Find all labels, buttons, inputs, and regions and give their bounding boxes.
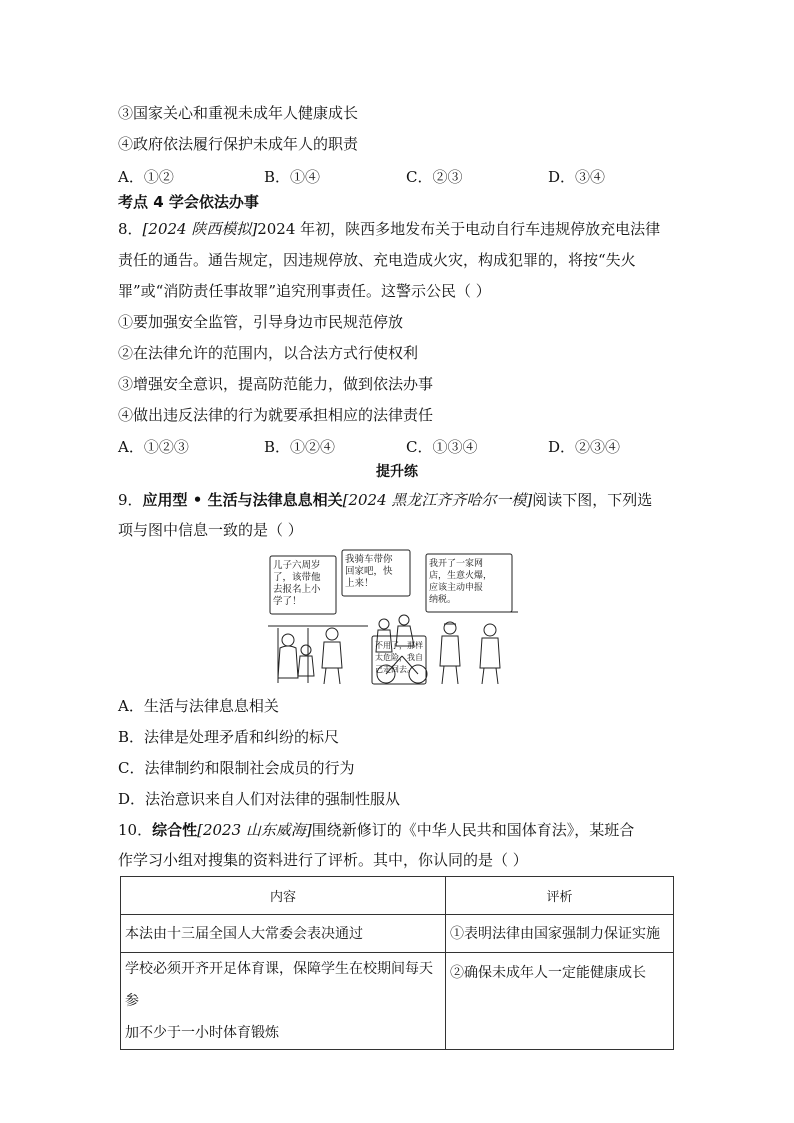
q9-option-c: C．法律制约和限制社会成员的行为 — [118, 759, 355, 777]
comic-bubble-2-line-3: 上来！ — [345, 578, 374, 589]
comic-bubble-1-line-3: 去报名上小 — [273, 584, 321, 595]
q8-stem-line-3: 罪”或“消防责任事故罪”追究刑事责任。这警示公民（ ） — [118, 282, 491, 300]
q8-item-2: ②在法律允许的范围内，以合法方式行使权利 — [118, 344, 419, 362]
q7-option-b: B．①④ — [264, 168, 321, 186]
table-header-analysis: 评析 — [446, 877, 674, 915]
q8-source: [2024 陕西模拟] — [142, 220, 258, 238]
q7-option-a: A．①② — [118, 168, 174, 186]
q8-number: 8． — [118, 220, 143, 238]
table-row — [121, 953, 674, 1050]
q10-tag: 综合性 — [152, 821, 198, 839]
q9-source: [2024 黑龙江齐齐哈尔一模] — [342, 491, 533, 509]
comic-bubble-4-line-2: 店，生意火爆， — [429, 571, 493, 581]
comic-bubble-4-line-1: 我开了一家网 — [429, 559, 484, 569]
q9-stem-line-1 — [118, 490, 652, 510]
q9-stem-line-2: 项与图中信息一致的是（ ） — [118, 521, 303, 539]
q10-stem-rest: 围绕新修订的《中华人民共和国体育法》，某班合 — [311, 821, 635, 839]
table-header-row — [121, 877, 674, 915]
q8-option-a: A．①②③ — [118, 438, 189, 456]
comic-bubble-3-line-3: 己走回去。 — [375, 665, 415, 674]
comic-bubble-1-line-1: 儿子六周岁 — [273, 560, 321, 571]
q8-item-1: ①要加强安全监管，引导身边市民规范停放 — [118, 313, 404, 331]
q8-option-b: B．①②④ — [264, 438, 336, 456]
table-cell-analysis: ②确保未成年人一定能健康成长 — [446, 953, 674, 1050]
table-cell-content — [121, 953, 446, 1050]
q8-option-d: D．②③④ — [548, 438, 621, 456]
q9-comic-illustration — [268, 548, 520, 688]
section-advanced-heading: 提升练 — [376, 464, 418, 480]
q10-table — [120, 876, 674, 1050]
q7-option-d: D．③④ — [548, 168, 606, 186]
q9-option-a: A．生活与法律息息相关 — [118, 697, 279, 715]
q10-stem-line-2: 作学习小组对搜集的资料进行了评析。其中，你认同的是（ ） — [118, 851, 528, 869]
q9-number: 9． — [118, 491, 143, 509]
q8-stem-line-1 — [118, 219, 660, 239]
comic-bubble-3-line-1: 不用了，那样 — [375, 641, 423, 650]
q8-item-4: ④做出违反法律的行为就要承担相应的法律责任 — [118, 406, 434, 424]
q8-options — [118, 436, 678, 456]
q10-stem-line-1 — [118, 820, 634, 840]
comic-bubble-2-line-2: 回家吧，快 — [345, 566, 393, 577]
table-cell-content-line: 加不少于一小时体育锻炼 — [125, 1025, 279, 1041]
table-cell-analysis: ①表明法律由国家强制力保证实施 — [446, 915, 674, 953]
section-4-heading: 考点 4 学会依法办事 — [118, 193, 259, 211]
comic-bubble-1-line-4: 学了！ — [273, 596, 302, 607]
table-cell-content-line: 学校必须开齐开足体育课，保障学生在校期间每天参 — [125, 961, 433, 1009]
comic-bubble-4-line-3: 应该主动申报 — [429, 583, 484, 593]
q8-stem-1: 2024 年初，陕西多地发布关于电动自行车违规停放充电法律 — [257, 220, 661, 238]
q8-item-3: ③增强安全意识，提高防范能力，做到依法办事 — [118, 375, 434, 393]
table-row — [121, 915, 674, 953]
q7-item-3: ③国家关心和重视未成年人健康成长 — [118, 104, 359, 122]
q8-option-c: C．①③④ — [406, 438, 478, 456]
q7-option-c: C．②③ — [406, 168, 463, 186]
comic-bubble-4-line-4: 纳税。 — [429, 595, 457, 605]
q9-stem-rest: 阅读下图，下列选 — [532, 491, 653, 509]
table-header-content: 内容 — [121, 877, 446, 915]
q7-options — [118, 166, 678, 186]
comic-bubble-1-line-2: 了，该带他 — [273, 572, 321, 583]
comic-bubble-3-line-2: 太危险，我自 — [375, 653, 423, 662]
q8-stem-line-2: 责任的通告。通告规定，因违规停放、充电造成火灾，构成犯罪的，将按“失火 — [118, 251, 636, 269]
q9-option-d: D．法治意识来自人们对法律的强制性服从 — [118, 790, 401, 808]
table-cell-content-line: 本法由十三届全国人大常委会表决通过 — [125, 925, 363, 942]
comic-bubble-2-line-1: 我骑车带你 — [345, 554, 393, 565]
q10-number: 10． — [118, 821, 153, 839]
q9-option-b: B．法律是处理矛盾和纠纷的标尺 — [118, 728, 340, 746]
q10-source: [2023 山东威海] — [197, 821, 312, 839]
q7-item-4: ④政府依法履行保护未成年人的职责 — [118, 135, 359, 153]
q9-tag: 应用型 • 生活与法律息息相关 — [142, 491, 343, 509]
table-cell-content — [121, 915, 446, 953]
